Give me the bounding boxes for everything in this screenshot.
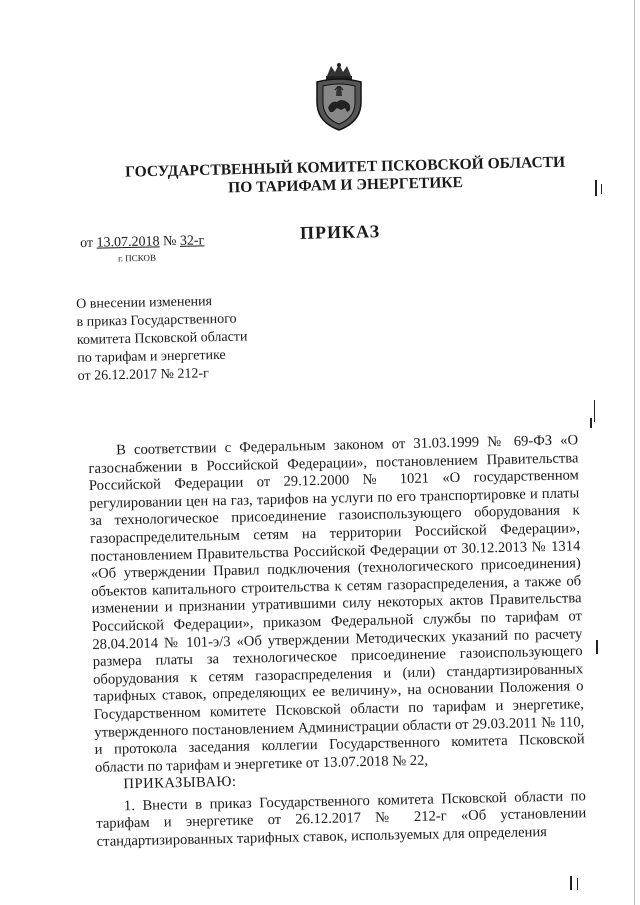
page-edge — [634, 0, 635, 905]
scan-mark — [601, 184, 602, 194]
order-body — [88, 432, 587, 851]
from-label: от — [80, 235, 94, 251]
scan-mark — [590, 418, 592, 428]
subject-line: по тарифам и энергетике — [77, 347, 226, 366]
subject-line: О внесении изменения — [76, 294, 213, 312]
subject-line: в приказ Государственного — [76, 311, 237, 330]
order-date: 13.07.2018 — [96, 234, 160, 251]
city-label: г. ПСКОВ — [117, 252, 157, 264]
coat-of-arms-emblem — [311, 62, 367, 132]
item-1-paragraph: 1. Внести в приказ Государственного комитета Псковской области по тарифам и энергетике от 26.12.2017 № 212-г «Об установлении стандартизированных тарифных ставок, используемых для определения — [96, 788, 587, 850]
scan-mark — [595, 180, 597, 196]
order-date-line — [80, 233, 205, 252]
committee-name — [110, 153, 581, 200]
committee-line-2: ПО ТАРИФАМ И ЭНЕРГЕТИКЕ — [227, 174, 464, 197]
order-subject — [76, 291, 308, 386]
preamble-paragraph: В соответствии с Федеральным законом от 31.03.1999 № 69-ФЗ «О газоснабжении в Российской Федерации», постановлением Правительства Российской Федерации от 29.12.2000 № 1021 «О государственном регулировании цен на газ, тарифов на услуги по его транспортировке и платы за технологическое присоединение газоиспользующего оборудования к газораспределительным сетям на территории Российской Федерации», постановлением Правительства Российской Федерации от 30.12.2013 № 1314 «Об утверждении Правил подключения (технологического присоединения) объектов капитального строительства к сетям газораспределения, а также об изменении и признании утратившими силу некоторых актов Правительства Российской Федерации», приказом Федеральной службы по тарифам от 28.04.2014 № 101-э/3 «Об утверждении Методических указаний по расчету размера платы за технологическое присоединение газоиспользующего оборудования к сетям газораспределения и (или) стандартизированных тарифных ставок, определяющих ее величину», на основании Положения о Государственном комитете Псковской области по тарифам и энергетике, утвержденного постановлением Администрации области от 29.03.2011 № 110, и протокола заседания коллегии Государственного комитета Псковской области по тарифам и энергетике от 13.07.2018 № 22, — [88, 432, 585, 776]
scan-mark — [570, 876, 572, 890]
decree-word: ПРИКАЗЫВАЮ: — [123, 774, 237, 793]
scan-mark — [594, 400, 595, 422]
order-number: 32-г — [179, 233, 205, 249]
subject-line: от 26.12.2017 № 212-г — [77, 366, 210, 384]
scan-mark — [596, 640, 598, 654]
number-sign: № — [162, 233, 177, 250]
document-type-title: ПРИКАЗ — [299, 221, 381, 243]
committee-line-1: ГОСУДАРСТВЕННЫЙ КОМИТЕТ ПСКОВСКОЙ ОБЛАСТИ — [124, 153, 566, 181]
subject-line: комитета Псковской области — [76, 329, 248, 348]
scan-mark — [577, 878, 578, 890]
